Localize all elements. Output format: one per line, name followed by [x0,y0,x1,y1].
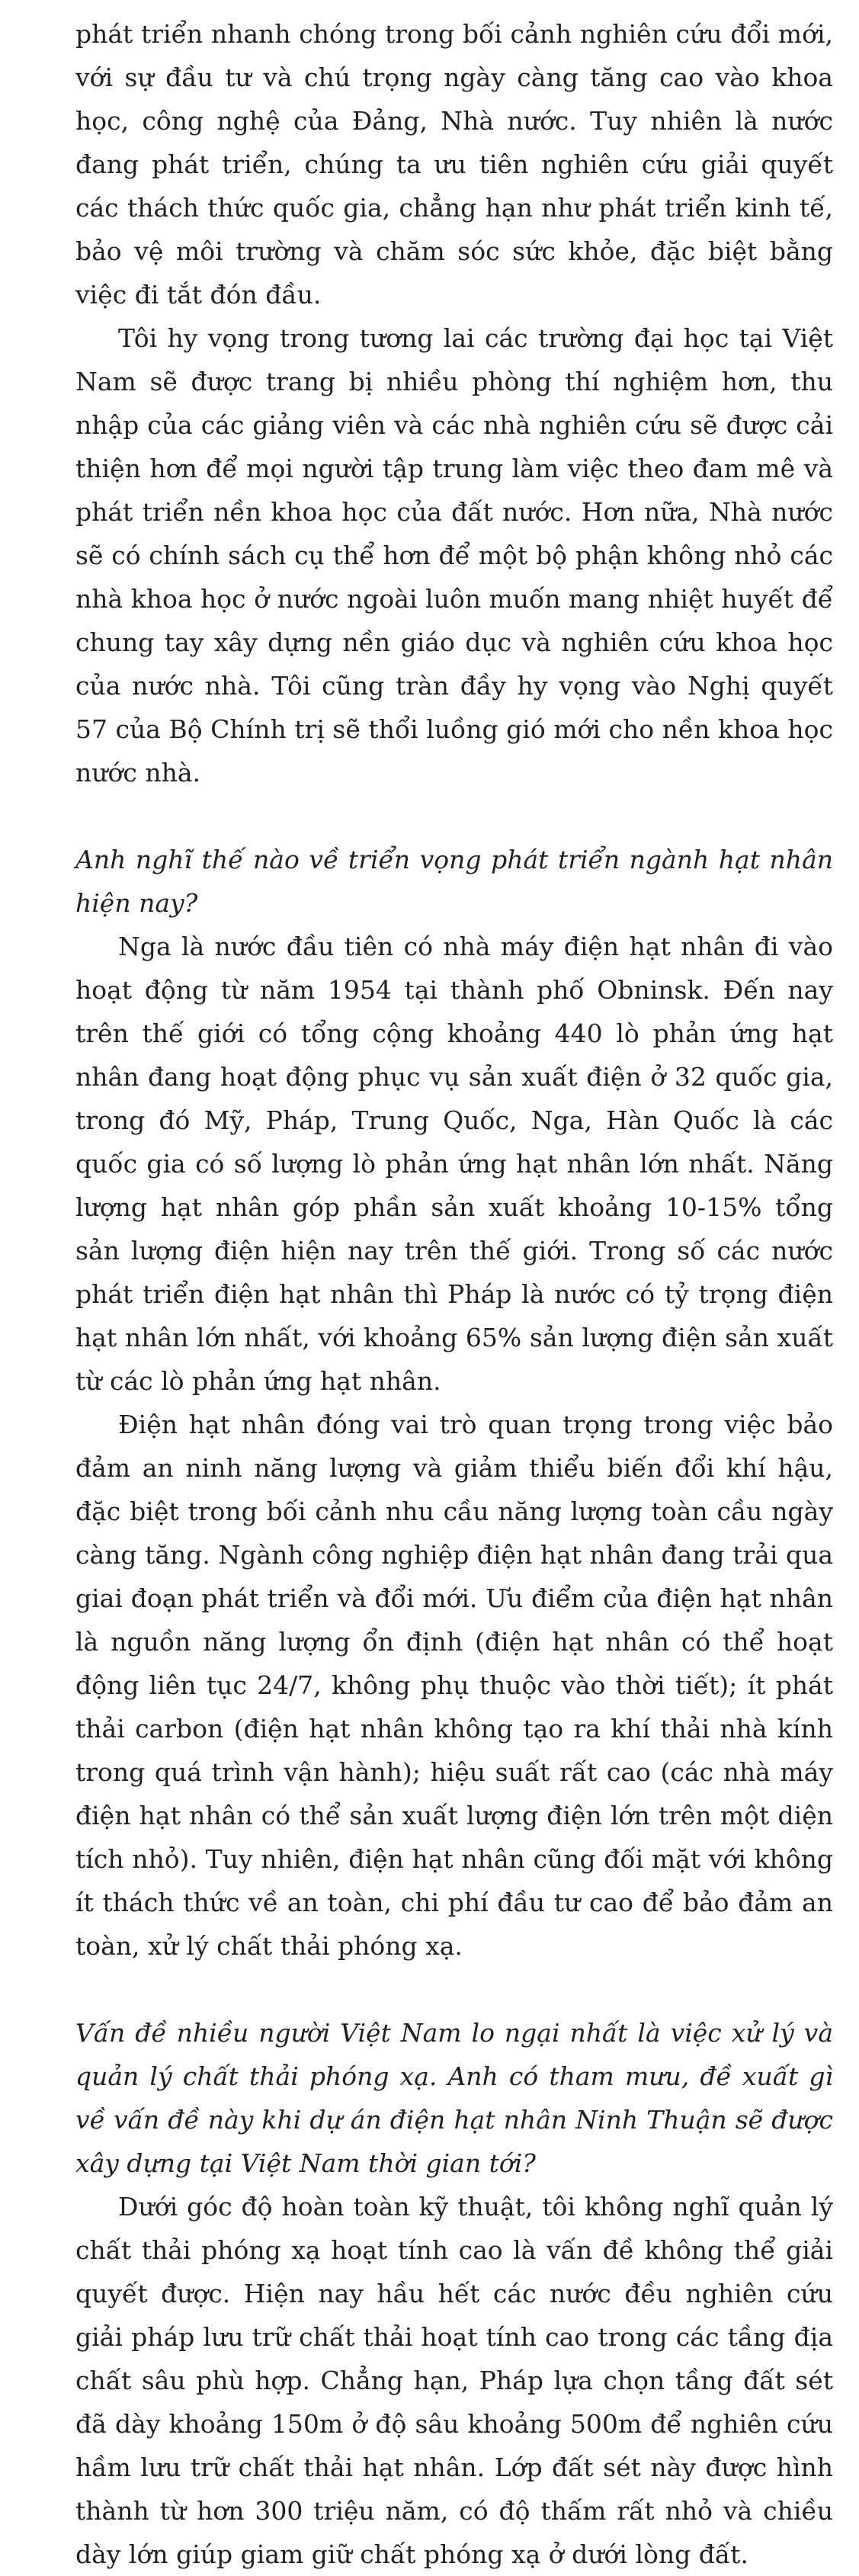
paragraph-waste-answer: Dưới góc độ hoàn toàn kỹ thuật, tôi không nghĩ quản lý chất thải phóng xạ hoạt tính cao là vấn đề không thể giải quyết được. Hiện nay hầu hết các nước đều nghiên cứu giải pháp lưu trữ chất thải hoạt tính cao trong các tầng địa chất sâu phù hợp. Chẳng hạn, Pháp lựa chọn tầng đất sét đã dày khoảng 150m ở độ sâu khoảng 500m để nghiên cứu hầm lưu trữ chất thải hạt nhân. Lớp đất sét này được hình thành từ hơn 300 triệu năm, có độ thấm rất nhỏ và chiều dày lớn giúp giam giữ chất phóng xạ ở dưới lòng đất. [75,2192,833,2569]
section-spacer [75,794,833,838]
section-spacer [75,1968,833,2011]
paragraph-russia-history: Nga là nước đầu tiên có nhà máy điện hạt nhân đi vào hoạt động từ năm 1954 tại thành phố Obninsk. Đến nay trên thế giới có tổng cộng khoảng 440 lò phản ứng hạt nhân đang hoạt động phục vụ sản xuất điện ở 32 quốc gia, trong đó Mỹ, Pháp, Trung Quốc, Nga, Hàn Quốc là các quốc gia có số lượng lò phản ứng hạt nhân lớn nhất. Năng lượng hạt nhân góp phần sản xuất khoảng 10-15% tổng sản lượng điện hiện nay trên thế giới. Trong số các nước phát triển điện hạt nhân thì Pháp là nước có tỷ trọng điện hạt nhân lớn nhất, với khoảng 65% sản lượng điện sản xuất từ các lò phản ứng hạt nhân. [75,932,833,1396]
paragraph-continuation: phát triển nhanh chóng trong bối cảnh nghiên cứu đổi mới, với sự đầu tư và chú trọng ngày càng tăng cao vào khoa học, công nghệ của Đảng, Nhà nước. Tuy nhiên là nước đang phát triển, chúng ta ưu tiên nghiên cứu giải quyết các thách thức quốc gia, chẳng hạn như phát triển kinh tế, bảo vệ môi trường và chăm sóc sức khỏe, đặc biệt bằng việc đi tắt đón đầu. [75,19,833,310]
interview-question-waste: Vấn đề nhiều người Việt Nam lo ngại nhất là việc xử lý và quản lý chất thải phóng xạ. Anh có tham mưu, đề xuất gì về vấn đề này khi dự án điện hạt nhân Ninh Thuận sẽ được xây dựng tại Việt Nam thời gian tới? [75,2018,833,2178]
paragraph-hope: Tôi hy vọng trong tương lai các trường đại học tại Việt Nam sẽ được trang bị nhiều phòng thí nghiệm hơn, thu nhập của các giảng viên và các nhà nghiên cứu sẽ được cải thiện hơn để mọi người tập trung làm việc theo đam mê và phát triển nền khoa học của đất nước. Hơn nữa, Nhà nước sẽ có chính sách cụ thể hơn để một bộ phận không nhỏ các nhà khoa học ở nước ngoài luôn muốn mang nhiệt huyết để chung tay xây dựng nền giáo dục và nghiên cứu khoa học của nước nhà. Tôi cũng tràn đầy hy vọng vào Nghị quyết 57 của Bộ Chính trị sẽ thổi luồng gió mới cho nền khoa học nước nhà. [75,323,833,788]
interview-question-outlook: Anh nghĩ thế nào về triển vọng phát triển ngành hạt nhân hiện nay? [75,845,833,918]
paragraph-nuclear-role: Điện hạt nhân đóng vai trò quan trọng trong việc bảo đảm an ninh năng lượng và giảm thiểu biến đổi khí hậu, đặc biệt trong bối cảnh nhu cầu năng lượng toàn cầu ngày càng tăng. Ngành công nghiệp điện hạt nhân đang trải qua giai đoạn phát triển và đổi mới. Ưu điểm của điện hạt nhân là nguồn năng lượng ổn định (điện hạt nhân có thể hoạt động liên tục 24/7, không phụ thuộc vào thời tiết); ít phát thải carbon (điện hạt nhân không tạo ra khí thải nhà kính trong quá trình vận hành); hiệu suất rất cao (các nhà máy điện hạt nhân có thể sản xuất lượng điện lớn trên một diện tích nhỏ). Tuy nhiên, điện hạt nhân cũng đối mặt với không ít thách thức về an toàn, chi phí đầu tư cao để bảo đảm an toàn, xử lý chất thải phóng xạ. [75,1410,833,1961]
